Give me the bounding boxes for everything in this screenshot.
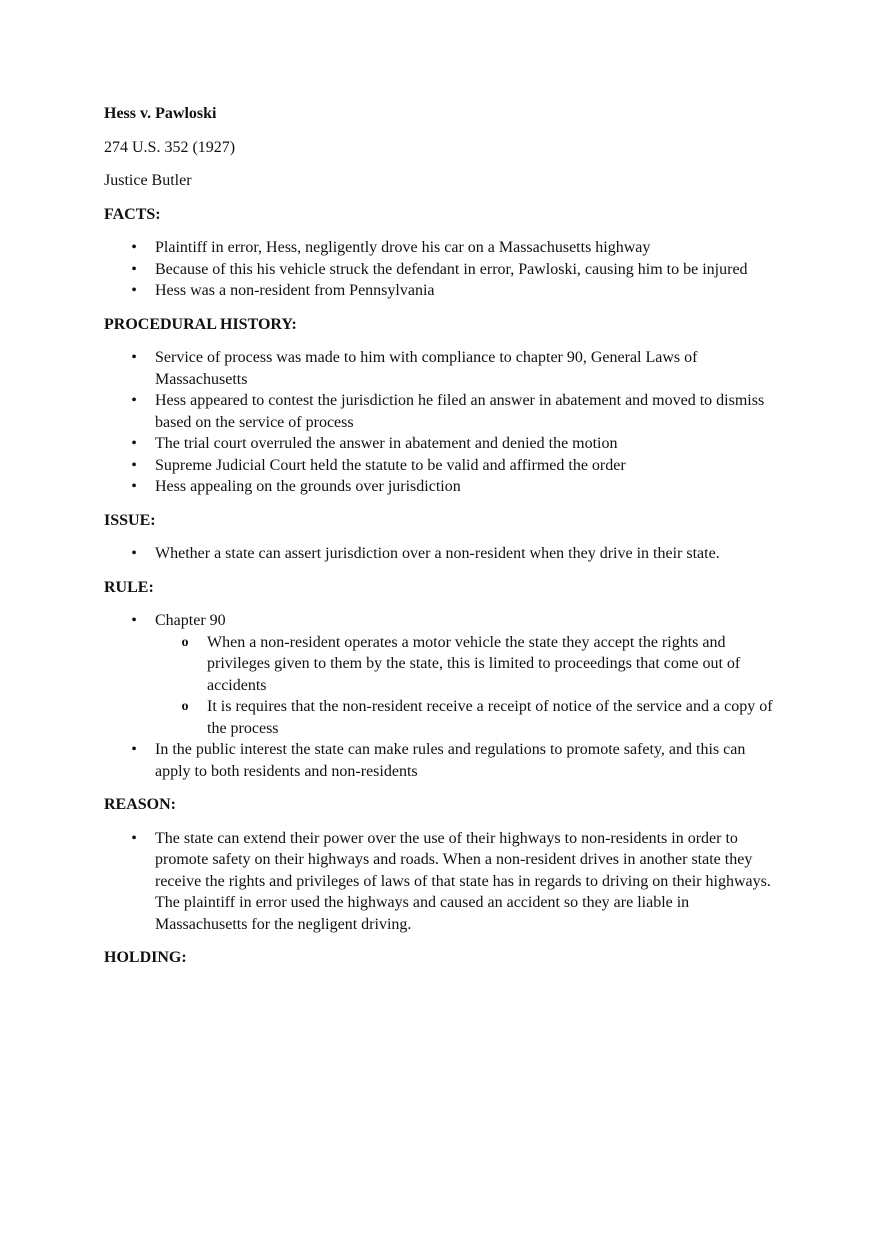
bullet-icon: • [131, 612, 137, 629]
bullet-icon: • [131, 435, 137, 452]
list-item: • Supreme Judicial Court held the statute to be valid and affirmed the order [104, 455, 784, 477]
reason-list [104, 828, 784, 936]
bullet-icon: • [131, 478, 137, 495]
list-item: • The trial court overruled the answer in abatement and denied the motion [104, 433, 784, 455]
bullet-icon: • [131, 239, 137, 256]
case-title: Hess v. Pawloski [104, 105, 217, 122]
list-item: • Plaintiff in error, Hess, negligently drove his car on a Massachusetts highway [104, 237, 784, 259]
circle-bullet-icon: o [181, 634, 189, 650]
issue-heading: ISSUE: [104, 511, 156, 529]
procedural-history-list [104, 347, 784, 498]
procedural-history-heading: PROCEDURAL HISTORY: [104, 315, 297, 333]
case-citation: 274 U.S. 352 (1927) [104, 138, 236, 156]
rule-list [104, 610, 784, 782]
issue-list [104, 543, 784, 565]
list-item: • Chapter 90 o When a non-resident operates a motor vehicle the state they accept the rights and privileges given to them by the state, this is limited to proceedings that come out of accidents o It is requires that the non-resident receive a receipt of notice of the service and a copy of the process [104, 610, 784, 739]
bullet-icon: • [131, 545, 137, 562]
sub-list-item: o When a non-resident operates a motor vehicle the state they accept the rights and privileges given to them by the state, this is limited to proceedings that come out of accidents [155, 632, 784, 697]
bullet-icon: • [131, 349, 137, 366]
holding-heading: HOLDING: [104, 949, 187, 966]
bullet-icon: • [131, 829, 137, 847]
reason-heading: REASON: [104, 796, 177, 813]
sub-list-item: o It is requires that the non-resident receive a receipt of notice of the service and a copy of the process [155, 696, 784, 739]
circle-bullet-icon: o [181, 699, 189, 714]
list-item: • Hess appealing on the grounds over jurisdiction [104, 476, 784, 498]
list-item: • Whether a state can assert jurisdiction over a non-resident when they drive in their state. [104, 543, 784, 565]
rule-sublist [155, 632, 784, 740]
case-justice: Justice Butler [104, 172, 192, 189]
bullet-icon: • [131, 260, 137, 278]
list-item: • The state can extend their power over the use of their highways to non-residents in order to promote safety on their highways and roads. When a non-resident drives in another state they receive the rights and privileges of laws of that state has in regards to driving on their highways. The plaintiff in error used the highways and caused an accident so they are liable in Massachusetts for the negligent driving. [104, 828, 784, 936]
list-item: • In the public interest the state can make rules and regulations to promote safety, and this can apply to both residents and non-residents [104, 739, 784, 782]
bullet-icon: • [131, 282, 137, 299]
bullet-icon: • [131, 456, 137, 474]
facts-list [104, 237, 784, 302]
list-item: • Because of this his vehicle struck the defendant in error, Pawloski, causing him to be injured [104, 259, 784, 281]
list-item: • Hess was a non-resident from Pennsylvania [104, 280, 784, 302]
list-item: • Hess appeared to contest the jurisdiction he filed an answer in abatement and moved to dismiss based on the service of process [104, 390, 784, 433]
rule-heading: RULE: [104, 578, 154, 596]
document-page [104, 103, 784, 981]
list-item: • Service of process was made to him with compliance to chapter 90, General Laws of Massachusetts [104, 347, 784, 390]
facts-heading: FACTS: [104, 205, 161, 223]
bullet-icon: • [131, 392, 137, 409]
bullet-icon: • [131, 741, 137, 758]
